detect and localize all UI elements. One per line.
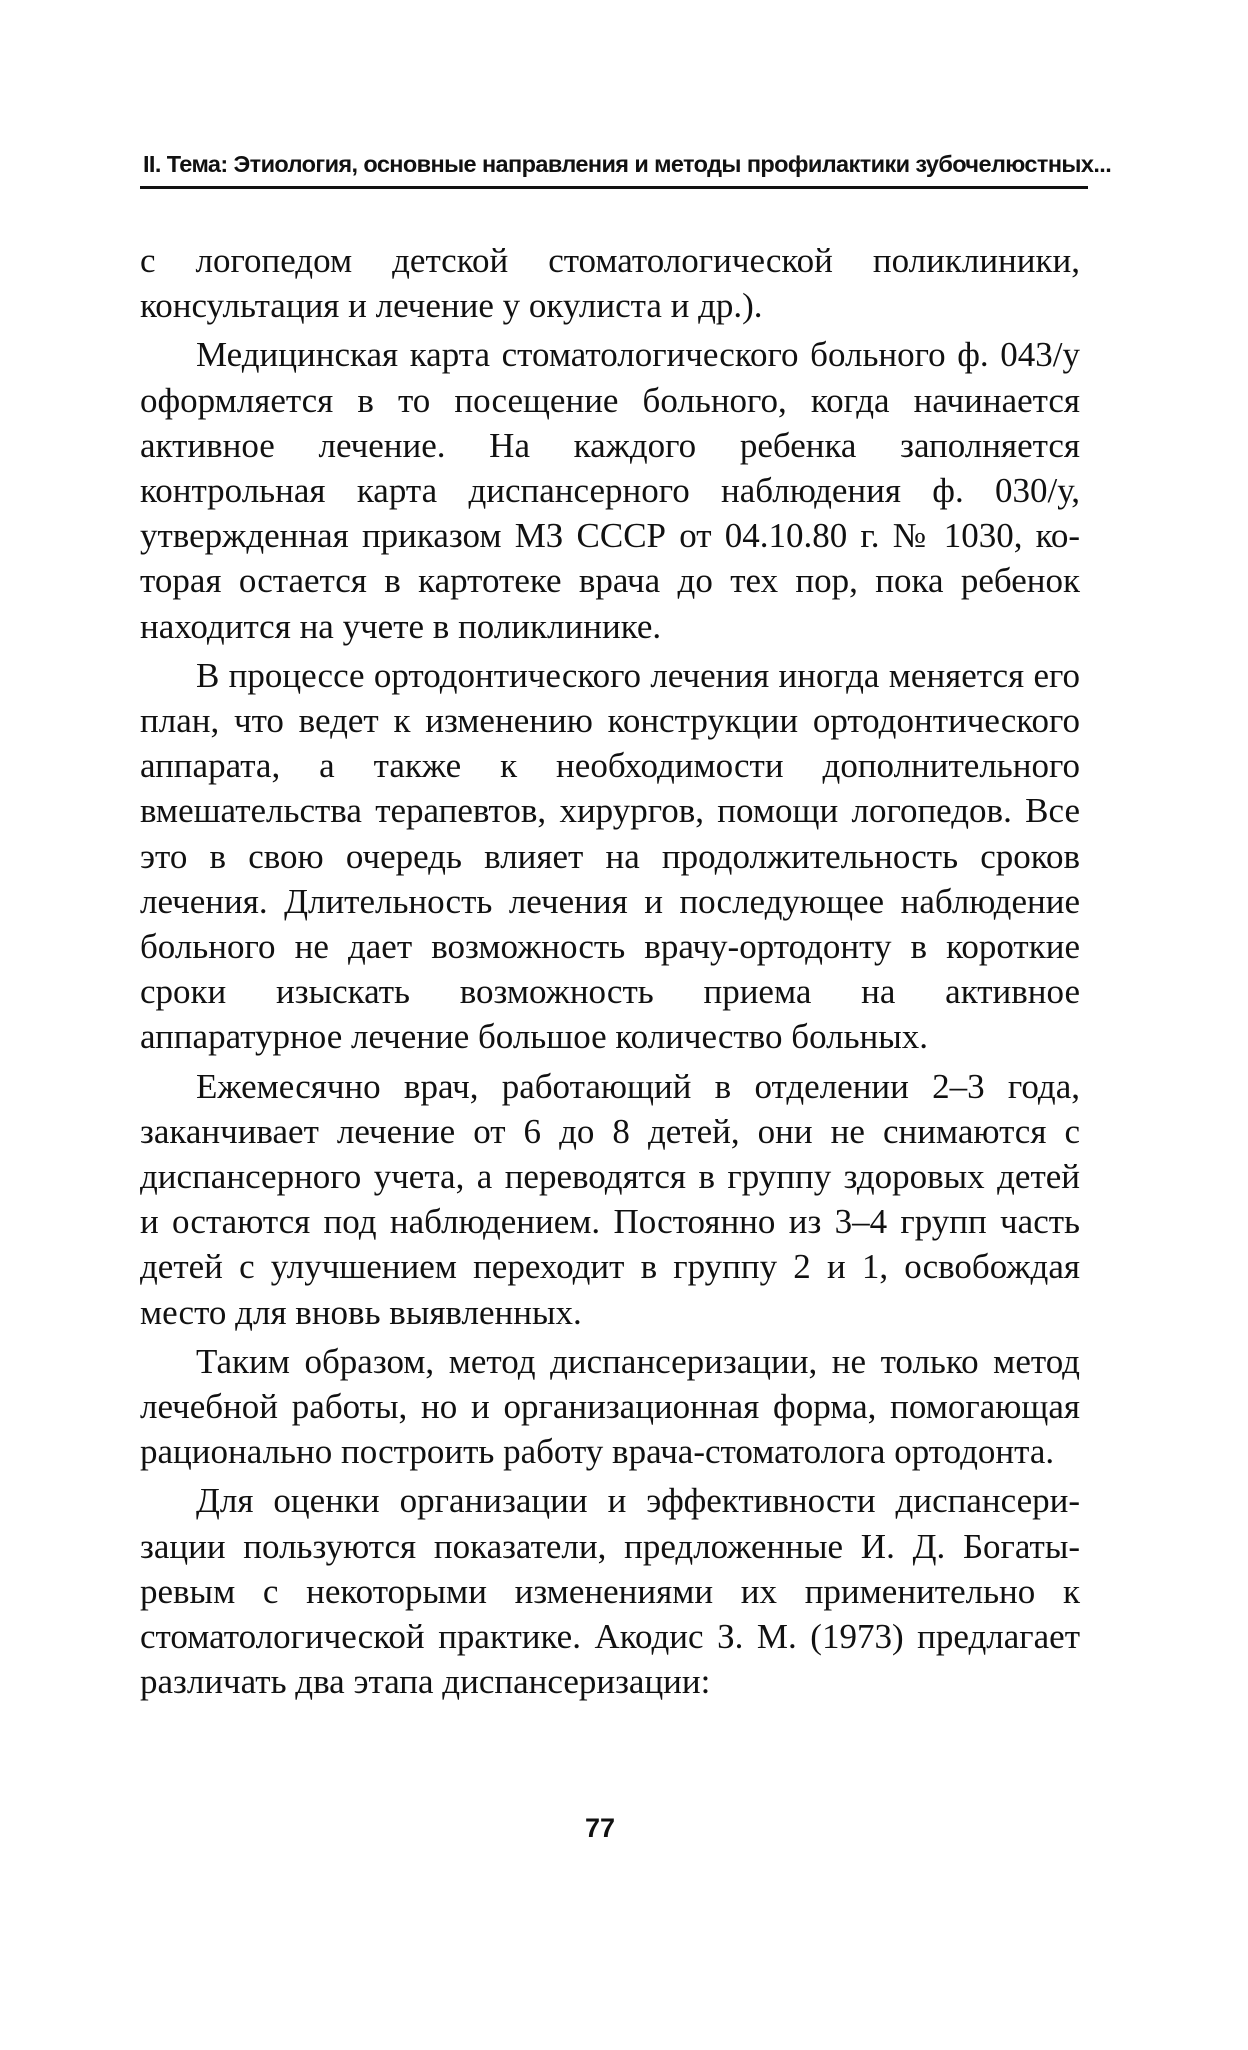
page-number: 77	[584, 1813, 616, 1843]
paragraph-monthly-results: Ежемесячно врач, работающий в отделении 2–3 года, заканчивает лечение от 6 до 8 детей, они не снимаются с диспансерного учета, а переводятся в группу здоровых детей и остаются под наблюдением. Постоянно из 3–4 групп часть детей с улучшением переходит в группу 2 и 1, освобождая место для вновь выявленных.	[140, 1066, 1080, 1332]
paragraph-conclusion: Таким образом, метод диспансеризации, не только метод лечебной работы, но и организационная форма, помогающая рационально построить работу врача-стоматолога ортодонта.	[140, 1341, 1080, 1472]
paragraph-continuation: с логопедом детской стоматологической поликлиники, консультация и лечение у окулиста и др.).	[140, 241, 1080, 326]
paragraph-evaluation: Для оценки организации и эффективности диспансеризации пользуются показатели, предложенные И. Д. Богатыревым с некоторыми изменениями их применительно к стоматологической практике. Акодис З. М. (1973) предлагает различать два этапа диспансеризации:	[140, 1481, 1080, 1702]
paragraph-treatment-process: В процессе ортодонтического лечения иногда меняется его план, что ведет к изменению конструкции ортодонтического аппарата, а также к необходимости дополнительного вмешательства терапевтов, хирургов, помощи логопедов. Все это в свою очередь влияет на продолжительность сроков лечения. Длительность лечения и последующее наблюдение больного не дает возможность врачу-ортодонту в короткие сроки изыскать возможность приема на активное аппаратурное лечение большое количество больных.	[140, 655, 1080, 1057]
body-text	[140, 238, 1080, 1709]
paragraph-medical-card: Медицинская карта стоматологического больного ф. 043/у оформляется в то посещение больного, когда начинается активное лечение. На каждого ребенка заполняется контрольная карта диспансерного наблюдения ф. 030/у, утвержденная приказом МЗ СССР от 04.10.80 г. № 1030, которая остается в картотеке врача до тех пор, пока ребенок находится на учете в поликлинике.	[140, 335, 1080, 646]
header-rule	[140, 186, 1088, 189]
running-header: II. Тема: Этиология, основные направления и методы профилактики зубочелюстных...	[143, 151, 1112, 177]
